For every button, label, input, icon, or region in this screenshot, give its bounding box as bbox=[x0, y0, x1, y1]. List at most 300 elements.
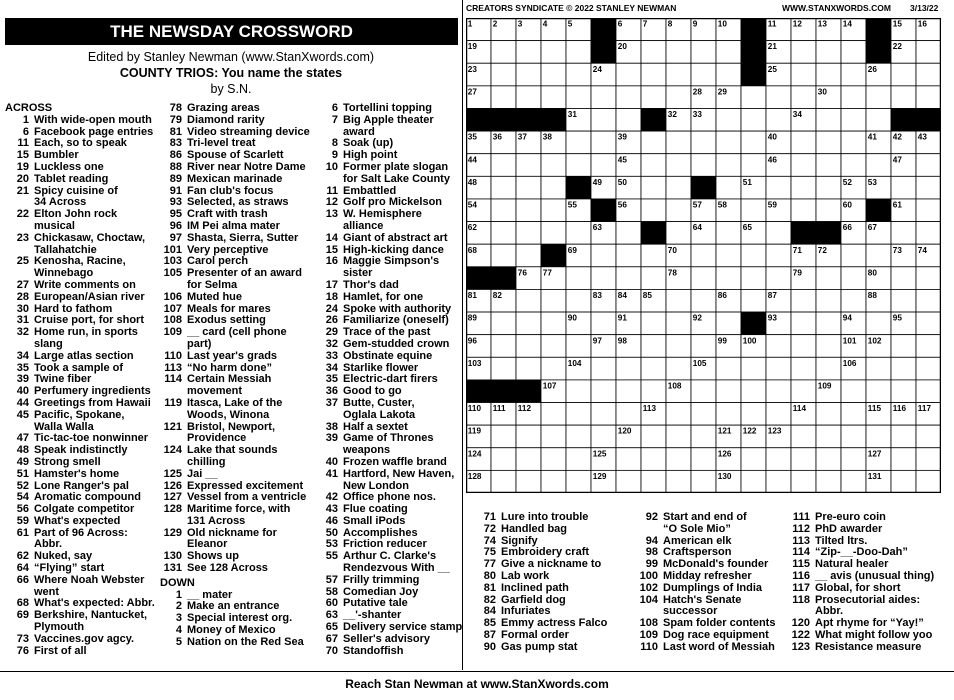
grid-cell[interactable] bbox=[641, 86, 666, 109]
grid-cell[interactable] bbox=[816, 199, 841, 222]
grid-cell[interactable] bbox=[841, 267, 866, 290]
grid-cell[interactable] bbox=[766, 448, 791, 471]
clue-item bbox=[320, 233, 464, 245]
grid-cell[interactable] bbox=[766, 267, 791, 290]
grid-cell[interactable] bbox=[741, 86, 766, 109]
grid-cell[interactable] bbox=[916, 86, 941, 109]
grid-cell[interactable] bbox=[541, 199, 566, 222]
grid-cell[interactable] bbox=[516, 86, 541, 109]
grid-cell[interactable] bbox=[641, 357, 666, 380]
cell-number: 97 bbox=[592, 336, 602, 346]
grid-cell[interactable] bbox=[666, 222, 691, 245]
grid-cell[interactable] bbox=[491, 176, 516, 199]
grid-cell[interactable] bbox=[641, 312, 666, 335]
grid-cell[interactable] bbox=[591, 312, 616, 335]
clue-number: 30 bbox=[16, 302, 29, 315]
grid-cell[interactable] bbox=[616, 222, 641, 245]
clue-text: __'-shanter bbox=[343, 609, 402, 622]
grid-cell[interactable] bbox=[766, 335, 791, 358]
grid-cell[interactable] bbox=[766, 222, 791, 245]
grid-cell[interactable] bbox=[716, 41, 741, 64]
grid-cell[interactable] bbox=[666, 448, 691, 471]
grid-cell[interactable] bbox=[516, 448, 541, 471]
cell-number: 25 bbox=[767, 64, 777, 74]
grid-cell[interactable] bbox=[616, 86, 641, 109]
clue-number: 72 bbox=[483, 522, 496, 535]
grid-cell[interactable] bbox=[666, 357, 691, 380]
grid-cell[interactable] bbox=[666, 131, 691, 154]
clue-text: Trace of the past bbox=[343, 326, 431, 339]
grid-cell[interactable] bbox=[666, 63, 691, 86]
clue-item bbox=[320, 469, 464, 481]
grid-cell[interactable] bbox=[766, 357, 791, 380]
grid-cell[interactable] bbox=[566, 403, 591, 426]
grid-cell[interactable] bbox=[841, 448, 866, 471]
clue-number: 114 bbox=[164, 373, 182, 386]
grid-cell[interactable] bbox=[516, 199, 541, 222]
grid-cell[interactable] bbox=[491, 425, 516, 448]
grid-cell[interactable] bbox=[491, 357, 516, 380]
grid-cell[interactable] bbox=[891, 380, 916, 403]
grid-cell[interactable] bbox=[516, 470, 541, 493]
grid-cell[interactable] bbox=[916, 267, 941, 290]
grid-cell[interactable] bbox=[841, 154, 866, 177]
clue-item bbox=[160, 563, 320, 575]
grid-cell[interactable] bbox=[641, 199, 666, 222]
grid-cell[interactable] bbox=[816, 425, 841, 448]
grid-cell[interactable] bbox=[841, 470, 866, 493]
grid-cell[interactable] bbox=[816, 403, 841, 426]
grid-cell[interactable] bbox=[491, 154, 516, 177]
grid-cell[interactable] bbox=[716, 244, 741, 267]
grid-cell[interactable] bbox=[541, 154, 566, 177]
grid-cell[interactable] bbox=[541, 86, 566, 109]
grid-cell[interactable] bbox=[841, 63, 866, 86]
clue-text: Putative tale bbox=[343, 597, 408, 610]
grid-cell[interactable] bbox=[616, 470, 641, 493]
grid-cell[interactable] bbox=[891, 222, 916, 245]
clue-item bbox=[320, 646, 464, 658]
clue-item bbox=[5, 233, 160, 245]
grid-cell[interactable] bbox=[641, 41, 666, 64]
grid-cell[interactable] bbox=[616, 108, 641, 131]
grid-cell[interactable] bbox=[816, 267, 841, 290]
grid-cell[interactable] bbox=[741, 154, 766, 177]
grid-cell[interactable] bbox=[491, 244, 516, 267]
grid-cell[interactable] bbox=[766, 108, 791, 131]
grid-cell[interactable] bbox=[566, 380, 591, 403]
grid-cell[interactable] bbox=[591, 244, 616, 267]
clue-item bbox=[5, 280, 160, 292]
grid-cell[interactable] bbox=[591, 131, 616, 154]
grid-cell[interactable] bbox=[641, 63, 666, 86]
grid-cell[interactable] bbox=[641, 470, 666, 493]
grid-cell[interactable] bbox=[791, 380, 816, 403]
grid-cell[interactable] bbox=[491, 222, 516, 245]
grid-cell[interactable] bbox=[816, 63, 841, 86]
grid-cell[interactable] bbox=[916, 448, 941, 471]
clue-text: Friction reducer bbox=[343, 538, 427, 551]
grid-cell[interactable] bbox=[691, 131, 716, 154]
grid-cell[interactable] bbox=[516, 357, 541, 380]
grid-cell[interactable] bbox=[541, 63, 566, 86]
grid-cell[interactable] bbox=[691, 63, 716, 86]
clue-number: 65 bbox=[325, 621, 338, 634]
grid-cell[interactable] bbox=[566, 425, 591, 448]
grid-cell[interactable] bbox=[691, 244, 716, 267]
grid-cell[interactable] bbox=[891, 176, 916, 199]
grid-cell[interactable] bbox=[541, 357, 566, 380]
clue-text: What might follow yoo bbox=[815, 628, 933, 641]
grid-cell[interactable] bbox=[766, 380, 791, 403]
grid-cell[interactable] bbox=[791, 63, 816, 86]
grid-cell[interactable] bbox=[891, 267, 916, 290]
grid-cell[interactable] bbox=[641, 380, 666, 403]
grid-cell[interactable] bbox=[841, 425, 866, 448]
grid-cell[interactable] bbox=[716, 63, 741, 86]
grid-cell[interactable] bbox=[591, 380, 616, 403]
grid-cell[interactable] bbox=[491, 470, 516, 493]
grid-cell[interactable] bbox=[491, 63, 516, 86]
grid-cell[interactable] bbox=[891, 448, 916, 471]
cell-number: 109 bbox=[817, 381, 832, 391]
grid-cell[interactable] bbox=[841, 41, 866, 64]
grid-cell[interactable] bbox=[891, 63, 916, 86]
grid-cell[interactable] bbox=[916, 357, 941, 380]
clue-text: Home run, in sports bbox=[34, 326, 138, 339]
grid-cell[interactable] bbox=[616, 380, 641, 403]
grid-cell[interactable] bbox=[591, 403, 616, 426]
cell-number: 76 bbox=[517, 268, 527, 278]
grid-cell[interactable] bbox=[841, 131, 866, 154]
grid-block bbox=[691, 176, 716, 199]
grid-cell[interactable] bbox=[741, 199, 766, 222]
grid-cell[interactable] bbox=[741, 470, 766, 493]
grid-cell[interactable] bbox=[741, 244, 766, 267]
grid-cell[interactable] bbox=[491, 448, 516, 471]
grid-cell[interactable] bbox=[616, 267, 641, 290]
grid-cell[interactable] bbox=[691, 267, 716, 290]
grid-cell[interactable] bbox=[791, 41, 816, 64]
grid-cell[interactable] bbox=[516, 335, 541, 358]
grid-cell[interactable] bbox=[741, 448, 766, 471]
grid-block bbox=[916, 108, 941, 131]
grid-cell[interactable] bbox=[816, 470, 841, 493]
grid-cell[interactable] bbox=[791, 289, 816, 312]
grid-cell[interactable] bbox=[691, 380, 716, 403]
grid-cell[interactable] bbox=[691, 154, 716, 177]
grid-cell[interactable] bbox=[916, 63, 941, 86]
cell-number: 98 bbox=[617, 336, 627, 346]
grid-cell[interactable] bbox=[841, 86, 866, 109]
grid-cell[interactable] bbox=[816, 41, 841, 64]
syndicate-credit: CREATORS SYNDICATE © 2022 STANLEY NEWMAN bbox=[466, 3, 677, 13]
grid-cell[interactable] bbox=[741, 380, 766, 403]
grid-cell[interactable] bbox=[916, 222, 941, 245]
clue-item bbox=[624, 630, 784, 642]
grid-cell[interactable] bbox=[891, 335, 916, 358]
grid-cell[interactable] bbox=[666, 86, 691, 109]
grid-cell[interactable] bbox=[566, 63, 591, 86]
clue-text: Make an entrance bbox=[187, 600, 280, 613]
grid-cell[interactable] bbox=[691, 41, 716, 64]
clue-text: Bumbler bbox=[34, 149, 79, 162]
cell-number: 44 bbox=[467, 155, 477, 165]
grid-cell[interactable] bbox=[566, 448, 591, 471]
grid-cell[interactable] bbox=[791, 425, 816, 448]
syndicate-credit-bar bbox=[466, 3, 950, 15]
grid-cell[interactable] bbox=[566, 335, 591, 358]
grid-cell[interactable] bbox=[666, 470, 691, 493]
grid-cell[interactable] bbox=[716, 403, 741, 426]
grid-cell[interactable] bbox=[641, 176, 666, 199]
grid-cell[interactable] bbox=[541, 41, 566, 64]
clue-item bbox=[160, 398, 320, 410]
grid-cell[interactable] bbox=[891, 470, 916, 493]
grid-cell[interactable] bbox=[766, 86, 791, 109]
grid-cell[interactable] bbox=[816, 289, 841, 312]
grid-cell[interactable] bbox=[741, 131, 766, 154]
cell-number: 61 bbox=[892, 200, 902, 210]
grid-cell[interactable] bbox=[741, 289, 766, 312]
clue-text: Pre-euro coin bbox=[815, 511, 886, 523]
grid-cell[interactable] bbox=[841, 403, 866, 426]
grid-cell[interactable] bbox=[891, 289, 916, 312]
grid-cell[interactable] bbox=[541, 470, 566, 493]
cell-number: 3 bbox=[517, 19, 523, 29]
clue-item bbox=[5, 221, 160, 233]
grid-cell[interactable] bbox=[766, 470, 791, 493]
clue-number: 31 bbox=[16, 314, 29, 327]
grid-cell[interactable] bbox=[516, 41, 541, 64]
cell-number: 46 bbox=[767, 155, 777, 165]
grid-cell[interactable] bbox=[591, 425, 616, 448]
cell-number: 101 bbox=[842, 336, 857, 346]
grid-cell[interactable] bbox=[591, 357, 616, 380]
grid-cell[interactable] bbox=[916, 154, 941, 177]
grid-cell[interactable] bbox=[516, 176, 541, 199]
clue-number: 113 bbox=[792, 534, 810, 547]
grid-cell[interactable] bbox=[791, 312, 816, 335]
grid-cell[interactable] bbox=[766, 403, 791, 426]
grid-cell[interactable] bbox=[816, 108, 841, 131]
grid-cell[interactable] bbox=[666, 176, 691, 199]
grid-cell[interactable] bbox=[916, 41, 941, 64]
grid-cell[interactable] bbox=[666, 425, 691, 448]
grid-cell[interactable] bbox=[666, 154, 691, 177]
grid-cell[interactable] bbox=[716, 222, 741, 245]
grid-cell[interactable] bbox=[741, 403, 766, 426]
grid-cell[interactable] bbox=[516, 154, 541, 177]
grid-cell[interactable] bbox=[516, 244, 541, 267]
grid-cell[interactable] bbox=[891, 86, 916, 109]
grid-cell[interactable] bbox=[891, 357, 916, 380]
grid-cell[interactable] bbox=[916, 380, 941, 403]
grid-cell[interactable] bbox=[716, 357, 741, 380]
grid-cell[interactable] bbox=[616, 63, 641, 86]
grid-cell[interactable] bbox=[816, 131, 841, 154]
grid-cell[interactable] bbox=[491, 335, 516, 358]
grid-cell[interactable] bbox=[566, 131, 591, 154]
clue-number: 36 bbox=[325, 385, 338, 398]
grid-cell[interactable] bbox=[866, 312, 891, 335]
grid-cell[interactable] bbox=[916, 335, 941, 358]
grid-cell[interactable] bbox=[641, 448, 666, 471]
grid-cell[interactable] bbox=[816, 154, 841, 177]
grid-cell[interactable] bbox=[666, 312, 691, 335]
grid-cell[interactable] bbox=[791, 176, 816, 199]
grid-cell[interactable] bbox=[491, 199, 516, 222]
grid-cell[interactable] bbox=[591, 108, 616, 131]
grid-cell[interactable] bbox=[791, 86, 816, 109]
grid-cell[interactable] bbox=[716, 154, 741, 177]
grid-cell[interactable] bbox=[691, 470, 716, 493]
grid-cell[interactable] bbox=[491, 86, 516, 109]
grid-cell[interactable] bbox=[716, 108, 741, 131]
grid-cell[interactable] bbox=[791, 357, 816, 380]
clue-number: 99 bbox=[645, 558, 658, 571]
grid-cell[interactable] bbox=[666, 289, 691, 312]
grid-cell[interactable] bbox=[766, 176, 791, 199]
grid-cell[interactable] bbox=[841, 380, 866, 403]
grid-cell[interactable] bbox=[741, 108, 766, 131]
grid-cell[interactable] bbox=[916, 425, 941, 448]
cell-number: 27 bbox=[467, 87, 477, 97]
grid-cell[interactable] bbox=[641, 335, 666, 358]
clue-number: 13 bbox=[325, 208, 338, 221]
cell-number: 43 bbox=[917, 132, 927, 142]
clue-text: Giant of abstract art bbox=[343, 231, 448, 244]
grid-cell[interactable] bbox=[566, 267, 591, 290]
grid-cell[interactable] bbox=[866, 154, 891, 177]
grid-cell[interactable] bbox=[866, 86, 891, 109]
grid-cell[interactable] bbox=[516, 222, 541, 245]
grid-cell[interactable] bbox=[816, 335, 841, 358]
grid-cell[interactable] bbox=[541, 448, 566, 471]
grid-cell[interactable] bbox=[541, 335, 566, 358]
grid-cell[interactable] bbox=[816, 357, 841, 380]
clue-text: Butte, Custer, bbox=[343, 396, 415, 409]
grid-cell[interactable] bbox=[741, 357, 766, 380]
grid-cell[interactable] bbox=[791, 448, 816, 471]
grid-cell[interactable] bbox=[566, 470, 591, 493]
grid-cell[interactable] bbox=[616, 244, 641, 267]
grid-cell[interactable] bbox=[541, 425, 566, 448]
grid-cell[interactable] bbox=[841, 289, 866, 312]
grid-cell[interactable] bbox=[916, 199, 941, 222]
clue-item bbox=[160, 445, 320, 457]
grid-cell[interactable] bbox=[541, 312, 566, 335]
grid-cell[interactable] bbox=[816, 312, 841, 335]
grid-cell[interactable] bbox=[641, 244, 666, 267]
grid-cell[interactable] bbox=[516, 289, 541, 312]
grid-cell[interactable] bbox=[866, 380, 891, 403]
grid-cell[interactable] bbox=[716, 176, 741, 199]
grid-cell[interactable] bbox=[666, 199, 691, 222]
grid-cell[interactable] bbox=[716, 380, 741, 403]
clue-text: Arthur C. Clarke's bbox=[343, 550, 437, 563]
grid-cell[interactable] bbox=[891, 425, 916, 448]
grid-cell[interactable] bbox=[766, 244, 791, 267]
grid-cell[interactable] bbox=[566, 154, 591, 177]
clue-number: 43 bbox=[325, 503, 338, 516]
grid-cell[interactable] bbox=[516, 312, 541, 335]
grid-cell[interactable] bbox=[866, 244, 891, 267]
grid-cell[interactable] bbox=[641, 425, 666, 448]
grid-cell[interactable] bbox=[841, 244, 866, 267]
grid-cell[interactable] bbox=[866, 357, 891, 380]
grid-cell[interactable] bbox=[591, 267, 616, 290]
grid-cell[interactable] bbox=[666, 335, 691, 358]
grid-cell[interactable] bbox=[791, 131, 816, 154]
clue-text: River near Notre Dame bbox=[187, 160, 306, 173]
grid-cell[interactable] bbox=[616, 357, 641, 380]
grid-cell[interactable] bbox=[691, 335, 716, 358]
grid-cell[interactable] bbox=[566, 289, 591, 312]
grid-cell[interactable] bbox=[541, 289, 566, 312]
grid-cell[interactable] bbox=[566, 222, 591, 245]
cell-number: 57 bbox=[692, 200, 702, 210]
grid-cell[interactable] bbox=[641, 131, 666, 154]
grid-cell[interactable] bbox=[716, 312, 741, 335]
cell-number: 130 bbox=[717, 471, 732, 481]
grid-cell[interactable] bbox=[716, 131, 741, 154]
grid-cell[interactable] bbox=[641, 154, 666, 177]
grid-cell[interactable] bbox=[916, 289, 941, 312]
grid-cell[interactable] bbox=[916, 176, 941, 199]
grid-cell[interactable] bbox=[916, 312, 941, 335]
grid-cell[interactable] bbox=[516, 425, 541, 448]
grid-cell[interactable] bbox=[691, 425, 716, 448]
grid-cell[interactable] bbox=[591, 86, 616, 109]
grid-cell[interactable] bbox=[616, 448, 641, 471]
grid-cell[interactable] bbox=[841, 108, 866, 131]
grid-cell[interactable] bbox=[566, 41, 591, 64]
grid-cell[interactable] bbox=[791, 199, 816, 222]
grid-cell[interactable] bbox=[791, 335, 816, 358]
grid-cell[interactable] bbox=[616, 403, 641, 426]
grid-cell[interactable] bbox=[641, 267, 666, 290]
grid-cell[interactable] bbox=[541, 222, 566, 245]
grid-cell[interactable] bbox=[691, 403, 716, 426]
clue-text: Walla Walla bbox=[34, 420, 94, 433]
grid-cell[interactable] bbox=[866, 108, 891, 131]
grid-cell[interactable] bbox=[666, 403, 691, 426]
grid-cell[interactable] bbox=[516, 63, 541, 86]
grid-cell[interactable] bbox=[916, 470, 941, 493]
grid-cell[interactable] bbox=[791, 154, 816, 177]
grid-cell[interactable] bbox=[541, 176, 566, 199]
grid-cell[interactable] bbox=[716, 267, 741, 290]
grid-cell[interactable] bbox=[491, 312, 516, 335]
grid-cell[interactable] bbox=[691, 448, 716, 471]
grid-cell[interactable] bbox=[541, 403, 566, 426]
cell-number: 104 bbox=[567, 358, 582, 368]
grid-cell[interactable] bbox=[866, 425, 891, 448]
clue-number: 117 bbox=[792, 581, 810, 594]
grid-cell[interactable] bbox=[591, 154, 616, 177]
grid-cell[interactable] bbox=[741, 267, 766, 290]
grid-cell[interactable] bbox=[816, 176, 841, 199]
grid-cell[interactable] bbox=[566, 86, 591, 109]
grid-cell[interactable] bbox=[816, 448, 841, 471]
grid-cell[interactable] bbox=[491, 41, 516, 64]
grid-cell[interactable] bbox=[666, 41, 691, 64]
clue-text: Game of Thrones bbox=[343, 432, 434, 445]
grid-cell[interactable] bbox=[791, 470, 816, 493]
clue-number: 78 bbox=[169, 102, 182, 114]
grid-cell[interactable] bbox=[691, 289, 716, 312]
